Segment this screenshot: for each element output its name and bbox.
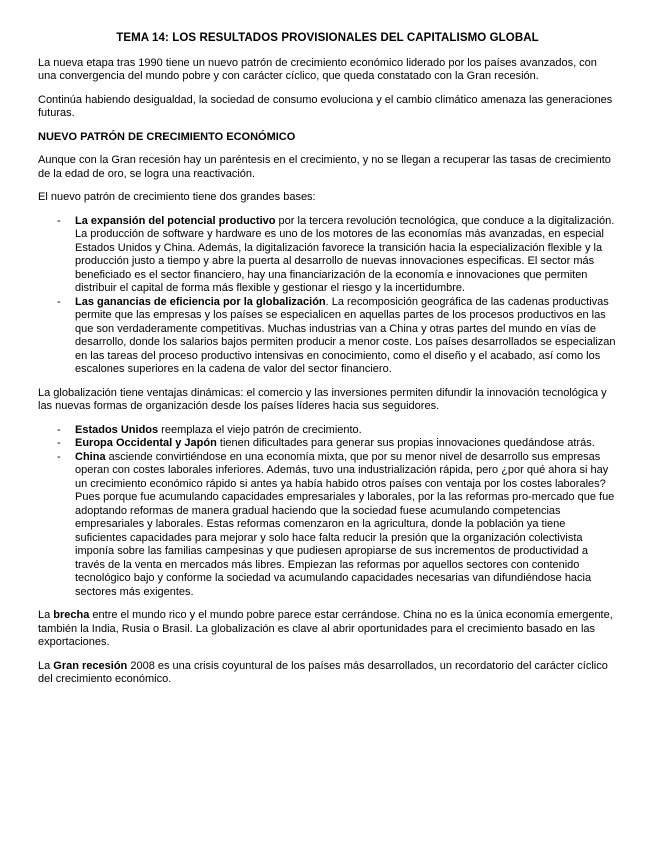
list-item-china: [57, 451, 617, 600]
list-item-text: asciende convirtiéndose en una economía mixta, que por su menor nivel de desarrollo sus empresas operan con costes laborales inferiores. Además, tuvo una industrialización rápida, pero ¿por qué ahora si hay un crecimiento económico rápido si antes ya había habido otros países con ventaja por los costes laborales? Pues porque fue acumulando capacidades empresariales y laborales, por la las reformas pro-mercado que fue adoptando reformas de manera gradual haciendo que la sociedad fuese acumulando competencias empresariales y laborales. Estas reformas comenzaron en la agricultura, donde la población ya tiene suficientes capacidades para mejorar y solo hace falta reducir la presión que la organización colectivista imponía sobre las familias campesinas y que pudiesen apropiarse de sus incrementos de productividad a través de la venta en mercados más libres. Empiezan las reformas por aquellos sectores con contenido tecnológico bajo y conforme la sociedad va acumulando capacidades necesarias van difundiéndose hacia sectores más exigentes.: [75, 450, 615, 598]
regions-list: [38, 424, 617, 600]
paragraph-intro-1: La nueva etapa tras 1990 tiene un nuevo patrón de crecimiento económico liderado por los países avanzados, con una convergencia del mundo pobre y con carácter cíclico, que queda constatado con la Gran recesión.: [38, 56, 597, 82]
paragraph-text-run: La: [38, 609, 54, 621]
paragraph-gran-recesion: [38, 660, 617, 687]
dash-bullet: -: [57, 450, 61, 463]
dash-bullet: -: [57, 423, 61, 436]
list-item-expansion-productiva: [57, 215, 617, 296]
paragraph-intro-2: Continúa habiendo desigualdad, la sociedad de consumo evoluciona y el cambio climático amenaza las generaciones futuras.: [38, 93, 613, 119]
paragraph-text-run: La: [38, 659, 54, 672]
paragraph-ventajas-dinamicas: La globalización tiene ventajas dinámicas: el comercio y las inversiones permiten difundir la innovación tecnológica y las nuevas formas de organización desde los países líderes hacia sus seguidores.: [38, 386, 607, 412]
paragraph-bold-run: brecha: [53, 609, 90, 621]
paragraph-text-run: 2008 es una crisis coyuntural de los países más desarrollados, un recordatorio del carácter cíclico del crecimiento económico.: [38, 659, 608, 685]
list-item-text: tienen dificultades para generar sus propias innovaciones quedándose atrás.: [216, 437, 595, 449]
paragraph-bold-run: Gran recesión: [53, 659, 128, 672]
list-item-bold-lead: Europa Occidental y Japón: [75, 437, 217, 449]
dash-bullet: -: [57, 437, 61, 449]
list-item-estados-unidos: [57, 424, 617, 438]
paragraph-reactivacion: Aunque con la Gran recesión hay un paréntesis en el crecimiento, y no se llegan a recuperar las tasas de crecimiento de la edad de oro, se logra una reactivación.: [38, 154, 611, 180]
bases-list: [38, 215, 617, 377]
document-title: TEMA 14: LOS RESULTADOS PROVISIONALES DEL CAPITALISMO GLOBAL: [116, 32, 539, 44]
list-item-europa-japon: [57, 437, 617, 451]
list-item-text: reemplaza el viejo patrón de crecimiento.: [158, 423, 362, 436]
list-item-eficiencia-globalizacion: [57, 296, 617, 377]
paragraph-text-run: entre el mundo rico y el mundo pobre parece estar cerrándose. China no es la única economía emergente, también la India, Rusia o Brasil. La globalización es clave al abrir oportunidades para el crecimiento basado en las exportaciones.: [38, 609, 613, 648]
paragraph-dos-bases: El nuevo patrón de crecimiento tiene dos grandes bases:: [38, 191, 316, 203]
list-item-bold-lead: La expansión del potencial productivo: [75, 214, 276, 227]
list-item-bold-lead: China: [75, 450, 106, 463]
list-item-bold-lead: Estados Unidos: [75, 423, 159, 436]
section-heading-nuevo-patron: NUEVO PATRÓN DE CRECIMIENTO ECONÓMICO: [38, 130, 296, 143]
paragraph-brecha: [38, 609, 617, 650]
dash-bullet: -: [57, 295, 61, 308]
dash-bullet: -: [57, 214, 61, 227]
list-item-bold-lead: Las ganancias de eficiencia por la globalización: [75, 295, 326, 308]
list-item-text: por la tercera revolución tecnológica, que conduce a la digitalización. La producción de software y hardware es uno de los motores de las economías más avanzadas, en especial Estados Unidos y China. Además, la digitalización favorece la transición hacia la especialización flexible y la producción justo a tiempo y abre la puerta al desarrollo de nuevas innovaciones especificas. El sector más beneficiado es el sector financiero, hay una financiarización de la economía e innovaciones que permiten distribuir el capital de forma más flexible y gestionar el riesgo y la incertidumbre.: [75, 214, 615, 294]
list-item-text: . La recomposición geográfica de las cadenas productivas permite que las empresas y los países se especialicen en aquellas partes de los procesos productivos en las que son verdaderamente competitivas. Muchas industrias van a China y otras partes del mundo en vías de desarrollo, donde los salarios bajos permiten producir a menor coste. Los países desarrollados se especializan en las tareas del proceso productivo intensivas en conocimiento, como el diseño y el acabado, así como los escalones superiores en la cadena de valor del sector financiero.: [75, 295, 616, 375]
